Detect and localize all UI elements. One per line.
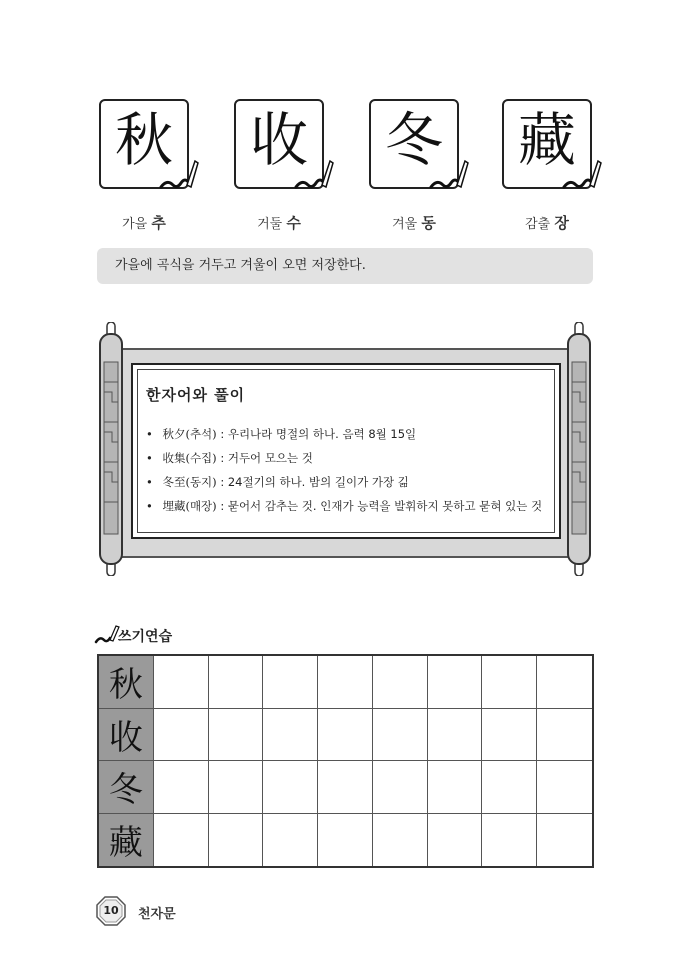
reading-meaning: 거둘 (257, 217, 283, 232)
vocab-list (146, 422, 542, 518)
practice-grid (97, 654, 594, 868)
vocab-definition: : 우리나라 명절의 하나. 음력 8월 15일 (220, 427, 417, 441)
vocab-term: 秋夕(추석) (162, 427, 217, 441)
scroll-roller-left (98, 322, 124, 576)
hanja-card-winter (369, 99, 459, 189)
writing-cell[interactable] (373, 814, 428, 867)
hanja-character: 秋 (114, 106, 173, 174)
writing-cell[interactable] (263, 709, 318, 762)
hanja-card-store (502, 99, 592, 189)
writing-cell[interactable] (373, 761, 428, 814)
reading-sound: 추 (151, 214, 166, 232)
writing-cell[interactable] (537, 814, 592, 867)
reading-sound: 장 (554, 214, 569, 232)
writing-cell[interactable] (428, 814, 483, 867)
brush-icon (292, 157, 334, 193)
writing-cell[interactable] (537, 709, 592, 762)
hanja-reading (224, 212, 334, 233)
writing-cell[interactable] (263, 814, 318, 867)
hanja-reading (89, 212, 199, 233)
writing-cell[interactable] (482, 709, 537, 762)
hanja-card-harvest (234, 99, 324, 189)
brush-icon (94, 624, 120, 646)
writing-cell[interactable] (428, 761, 483, 814)
vocab-item (146, 494, 542, 518)
writing-cell[interactable] (428, 709, 483, 762)
hanja-reading (359, 212, 469, 233)
writing-cell[interactable] (318, 814, 373, 867)
vocab-title: 한자어와 풀이 (146, 386, 246, 404)
sentence-box: 가을에 곡식을 거두고 겨울이 오면 저장한다. (97, 248, 593, 284)
book-title: 천자문 (138, 907, 176, 922)
hanja-character: 藏 (517, 106, 576, 174)
writing-cell[interactable] (263, 761, 318, 814)
vocab-term: 收集(수집) (162, 451, 217, 465)
writing-cell[interactable] (373, 709, 428, 762)
practice-title: 쓰기연습 (118, 629, 173, 645)
reading-meaning: 감출 (525, 217, 551, 232)
writing-cell[interactable] (318, 761, 373, 814)
vocab-term: 埋藏(매장) (162, 499, 217, 513)
writing-cell[interactable] (428, 656, 483, 709)
writing-cell[interactable] (318, 656, 373, 709)
reading-meaning: 가을 (122, 217, 148, 232)
vocab-definition: : 24절기의 하나. 밤의 길이가 가장 긺 (220, 475, 409, 489)
page-number: 10 (103, 904, 119, 917)
vocab-term: 冬至(동지) (162, 475, 217, 489)
writing-cell[interactable] (263, 656, 318, 709)
writing-cell[interactable] (209, 761, 264, 814)
brush-icon (157, 157, 199, 193)
writing-cell[interactable] (318, 709, 373, 762)
writing-cell[interactable] (209, 709, 264, 762)
scroll-roller-right (566, 322, 592, 576)
model-character-cell: 藏 (99, 814, 154, 867)
writing-cell[interactable] (482, 814, 537, 867)
writing-cell[interactable] (373, 656, 428, 709)
vocab-definition: : 묻어서 감추는 것. 인재가 능력을 발휘하지 못하고 묻혀 있는 것 (220, 499, 543, 513)
writing-cell[interactable] (537, 761, 592, 814)
writing-cell[interactable] (209, 814, 264, 867)
reading-sound: 수 (286, 214, 301, 232)
vocab-item (146, 470, 542, 494)
brush-icon (427, 157, 469, 193)
writing-cell[interactable] (154, 709, 209, 762)
model-character-cell: 秋 (99, 656, 154, 709)
hanja-character: 收 (249, 106, 308, 174)
vocab-definition: : 거두어 모으는 것 (220, 451, 313, 465)
hanja-reading (492, 212, 602, 233)
vocab-item (146, 422, 542, 446)
model-character-cell: 冬 (99, 761, 154, 814)
brush-icon (560, 157, 602, 193)
writing-cell[interactable] (154, 656, 209, 709)
writing-cell[interactable] (482, 761, 537, 814)
hanja-character: 冬 (384, 106, 443, 174)
writing-cell[interactable] (154, 761, 209, 814)
writing-cell[interactable] (209, 656, 264, 709)
reading-sound: 동 (421, 214, 436, 232)
writing-cell[interactable] (482, 656, 537, 709)
writing-cell[interactable] (154, 814, 209, 867)
reading-meaning: 겨울 (392, 217, 418, 232)
vocab-item (146, 446, 542, 470)
writing-cell[interactable] (537, 656, 592, 709)
model-character-cell: 收 (99, 709, 154, 762)
hanja-card-autumn (99, 99, 189, 189)
